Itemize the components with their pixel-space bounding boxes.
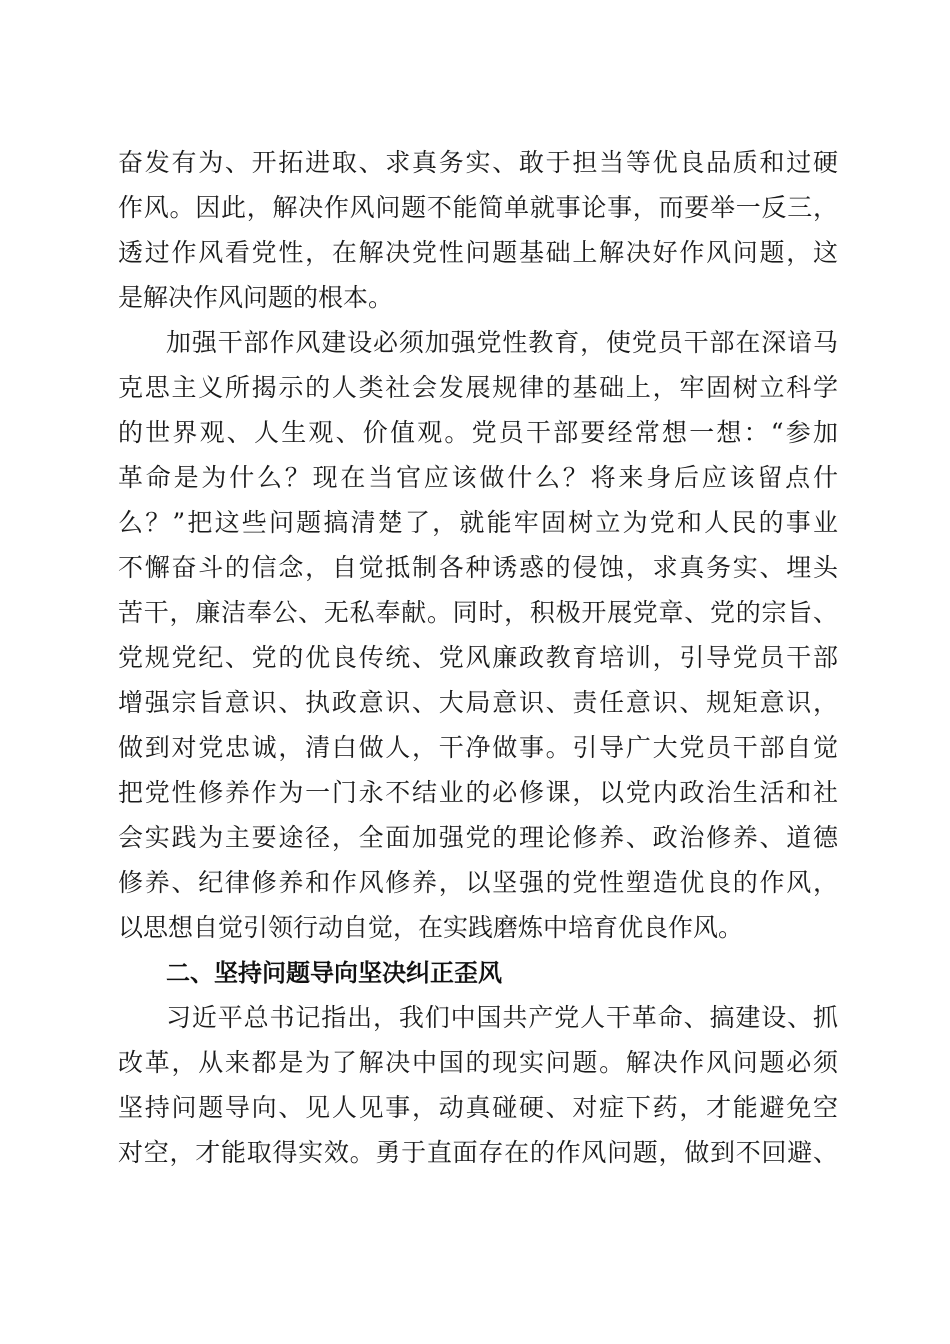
paragraph-1-line-3: 透过作风看党性，在解决党性问题基础上解决好作风问题，这 (118, 238, 838, 267)
paragraph-2-line-13: 修养、纪律修养和作风修养，以坚强的党性塑造优良的作风， (118, 868, 838, 897)
paragraph-2-line-4: 革命是为什么？现在当官应该做什么？将来身后应该留点什 (118, 463, 838, 492)
section-heading-2: 二、坚持问题导向坚决纠正歪风 (166, 959, 502, 987)
paragraph-1-line-1: 奋发有为、开拓进取、求真务实、敢于担当等优良品质和过硬 (118, 148, 838, 177)
paragraph-2-line-6: 不懈奋斗的信念，自觉抵制各种诱惑的侵蚀，求真务实、埋头 (118, 553, 838, 582)
paragraph-2-line-11: 把党性修养作为一门永不结业的必修课，以党内政治生活和社 (118, 778, 838, 807)
paragraph-2-line-1: 加强干部作风建设必须加强党性教育，使党员干部在深谙马 (166, 328, 838, 357)
paragraph-3-line-4: 对空，才能取得实效。勇于直面存在的作风问题，做到不回避、 (118, 1138, 838, 1167)
paragraph-2-line-8: 党规党纪、党的优良传统、党风廉政教育培训，引导党员干部 (118, 643, 838, 672)
paragraph-3-line-2: 改革，从来都是为了解决中国的现实问题。解决作风问题必须 (118, 1048, 838, 1077)
paragraph-3-line-3: 坚持问题导向、见人见事，动真碰硬、对症下药，才能避免空 (118, 1093, 838, 1122)
paragraph-2-line-12: 会实践为主要途径，全面加强党的理论修养、政治修养、道德 (118, 823, 838, 852)
paragraph-2-line-14: 以思想自觉引领行动自觉，在实践磨炼中培育优良作风。 (118, 913, 744, 942)
paragraph-1-line-4: 是解决作风问题的根本。 (118, 283, 394, 312)
paragraph-1-line-2: 作风。因此，解决作风问题不能简单就事论事，而要举一反三， (118, 193, 838, 222)
paragraph-2-line-2: 克思主义所揭示的人类社会发展规律的基础上，牢固树立科学 (118, 373, 838, 402)
paragraph-3-line-1: 习近平总书记指出，我们中国共产党人干革命、搞建设、抓 (166, 1003, 838, 1032)
paragraph-2-line-3: 的世界观、人生观、价值观。党员干部要经常想一想：“参加 (118, 418, 838, 447)
paragraph-2-line-9: 增强宗旨意识、执政意识、大局意识、责任意识、规矩意识， (118, 688, 838, 717)
paragraph-2-line-10: 做到对党忠诚，清白做人，干净做事。引导广大党员干部自觉 (118, 733, 838, 762)
paragraph-2-line-5: 么？”把这些问题搞清楚了，就能牢固树立为党和人民的事业 (118, 508, 838, 537)
paragraph-2-line-7: 苦干，廉洁奉公、无私奉献。同时，积极开展党章、党的宗旨、 (118, 598, 838, 627)
